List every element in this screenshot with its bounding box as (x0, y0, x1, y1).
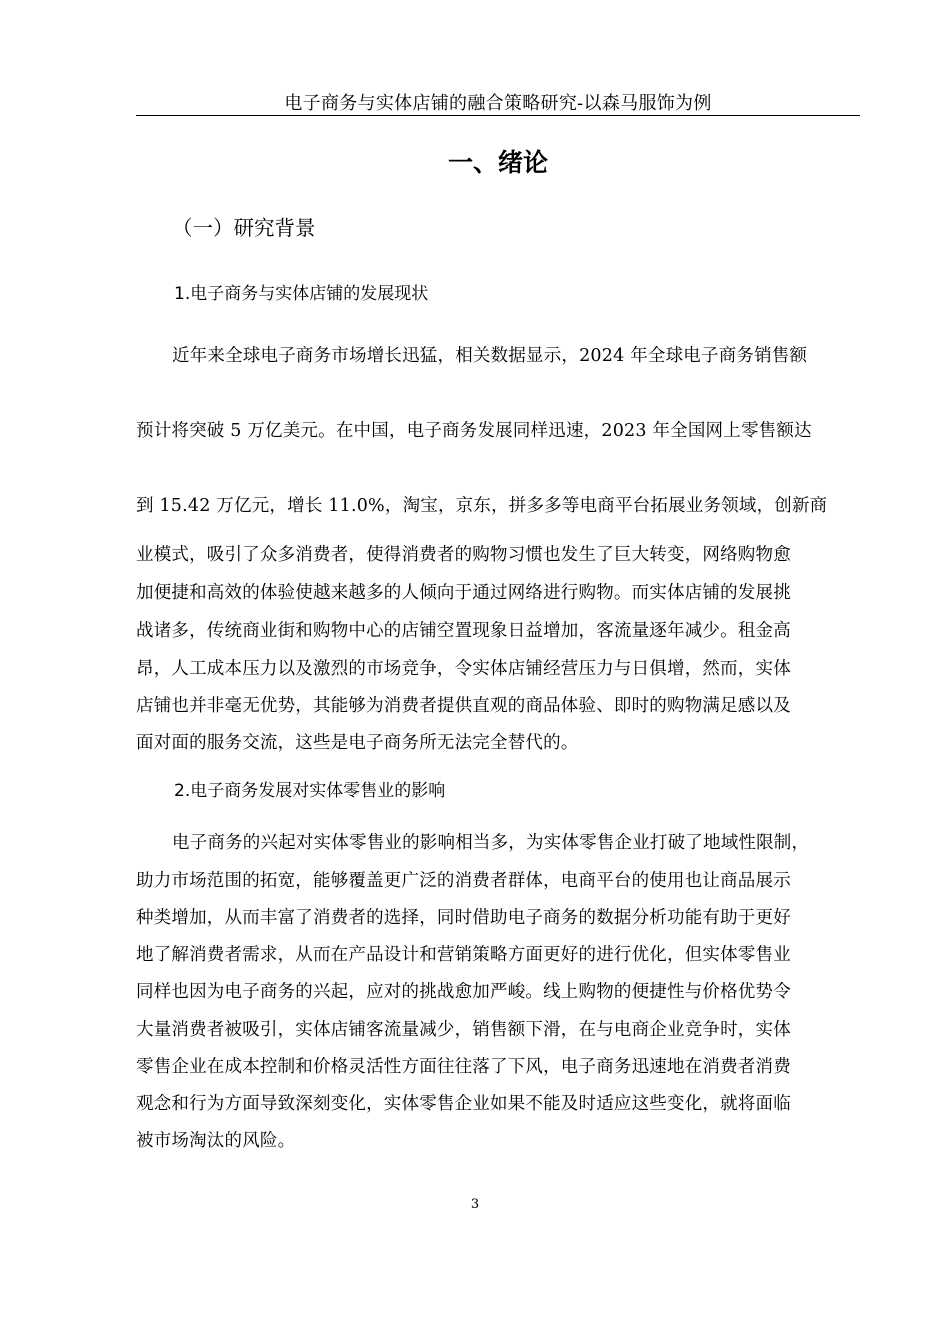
paragraph-line: 预计将突破 5 万亿美元。在中国，电子商务发展同样迅速，2023 年全国网上零售额达 (136, 421, 812, 441)
paragraph-line: 种类增加，从而丰富了消费者的选择，同时借助电子商务的数据分析功能有助于更好 (136, 908, 791, 928)
paragraph-line: 近年来全球电子商务市场增长迅猛，相关数据显示，2024 年全球电子商务销售额 (172, 346, 808, 366)
chapter-title: 一、绪论 (447, 148, 548, 177)
paragraph-line: 零售企业在成本控制和价格灵活性方面往往落了下风，电子商务迅速地在消费者消费 (136, 1057, 791, 1077)
paragraph-line: 店铺也并非毫无优势，其能够为消费者提供直观的商品体验、即时的购物满足感以及 (136, 696, 791, 716)
section-title: （一）研究背景 (172, 216, 316, 240)
paragraph-line: 同样也因为电子商务的兴起，应对的挑战愈加严峻。线上购物的便捷性与价格优势令 (136, 982, 791, 1002)
running-header: 电子商务与实体店铺的融合策略研究-以森马服饰为例 (284, 93, 712, 114)
paragraph-line: 面对面的服务交流，这些是电子商务所无法完全替代的。 (136, 733, 579, 753)
header-rule (136, 115, 860, 116)
paragraph-line: 大量消费者被吸引，实体店铺客流量减少，销售额下滑，在与电商企业竞争时，实体 (136, 1020, 791, 1040)
paragraph-line: 加便捷和高效的体验使越来越多的人倾向于通过网络进行购物。而实体店铺的发展挑 (136, 583, 791, 603)
subsection-title-2: 2.电子商务发展对实体零售业的影响 (174, 781, 446, 801)
paragraph-line: 业模式，吸引了众多消费者，使得消费者的购物习惯也发生了巨大转变，网络购物愈 (136, 545, 791, 565)
paragraph-line: 昂，人工成本压力以及激烈的市场竞争，令实体店铺经营压力与日俱增，然而，实体 (136, 659, 791, 679)
paragraph-line: 地了解消费者需求，从而在产品设计和营销策略方面更好的进行优化，但实体零售业 (136, 945, 791, 965)
page-number: 3 (470, 1197, 480, 1212)
paragraph-line: 电子商务的兴起对实体零售业的影响相当多，为实体零售企业打破了地域性限制， (172, 833, 810, 853)
paragraph-line: 观念和行为方面导致深刻变化，实体零售企业如果不能及时适应这些变化，就将面临 (136, 1094, 791, 1114)
paragraph-line: 被市场淘汰的风险。 (136, 1131, 296, 1151)
subsection-title-1: 1.电子商务与实体店铺的发展现状 (174, 284, 429, 304)
paragraph-line: 到 15.42 万亿元，增长 11.0%，淘宝，京东，拼多多等电商平台拓展业务领域，创新商 (136, 496, 828, 516)
paragraph-line: 助力市场范围的拓宽，能够覆盖更广泛的消费者群体，电商平台的使用也让商品展示 (136, 871, 791, 891)
paragraph-line: 战诸多，传统商业街和购物中心的店铺空置现象日益增加，客流量逐年减少。租金高 (136, 621, 791, 641)
